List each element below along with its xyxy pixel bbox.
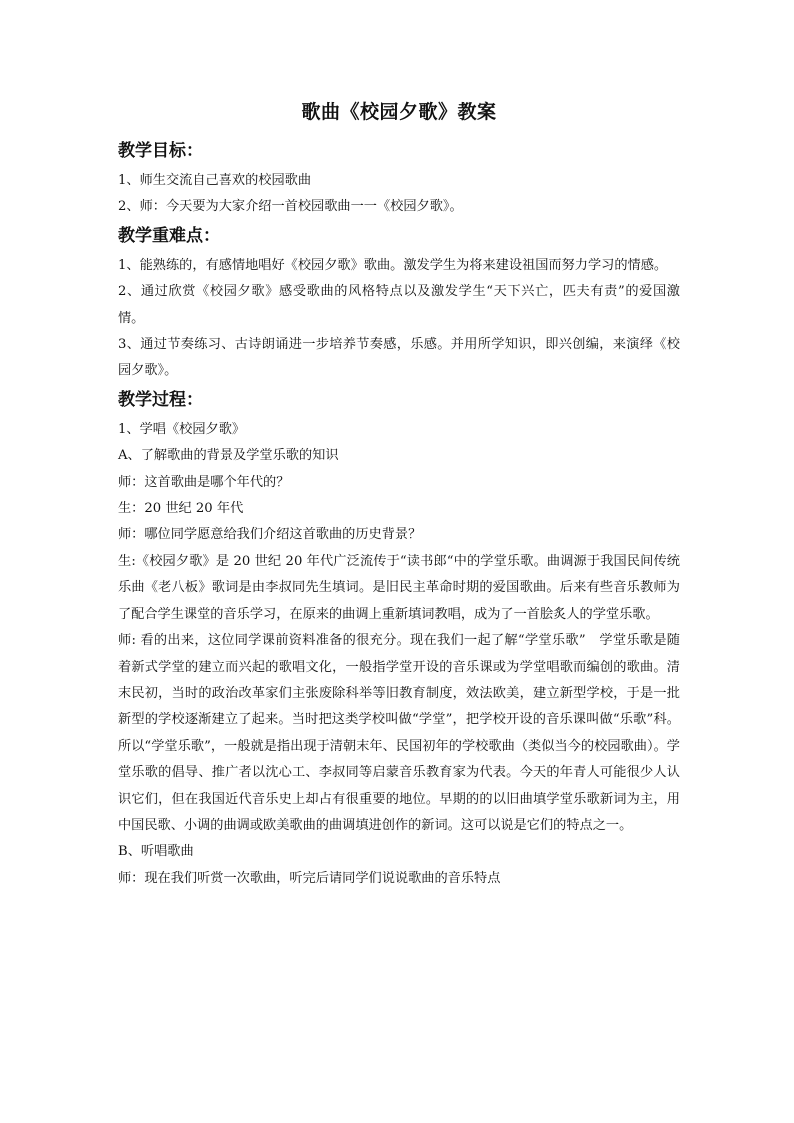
paragraph: 生:《校园夕歌》是 20 世纪 20 年代广泛流传于“读书郎“中的学堂乐歌。曲调源于我国民间传统乐曲《老八板》歌词是由李叔同先生填词。是旧民主革命时期的爱国歌曲。后来有些音乐教师为了配合学生课堂的音乐学习，在原来的曲调上重新填词教唱，成为了一首脍炙人的学堂乐歌。: [118, 553, 680, 622]
paragraph: 师：这首歌曲是哪个年代的？: [118, 474, 290, 490]
section-process: [118, 387, 680, 892]
section-key-points: [118, 223, 680, 385]
section-heading: 教学目标：: [118, 141, 203, 161]
paragraph: 师：哪位同学愿意给我们介绍这首歌曲的历史背景？: [118, 527, 422, 543]
section-heading: 教学重难点：: [118, 225, 220, 246]
paragraph: 1、师生交流自己喜欢的校园歌曲: [118, 173, 312, 188]
paragraph: 师：现在我们听赏一次歌曲，听完后请同学们说说歌曲的音乐特点: [118, 870, 501, 886]
paragraph: 1、学唱《校园夕歌》: [118, 421, 246, 437]
section-heading: 教学过程：: [118, 389, 203, 410]
document-title: 歌曲《校园夕歌》教案: [301, 101, 497, 123]
paragraph: 2、师：今天要为大家介绍一首校园歌曲一一《校园夕歌》。: [118, 199, 463, 215]
paragraph: 师: 看的出来，这位同学课前资料准备的很充分。现在我们一起了解“学堂乐歌” 学堂乐歌是随着新式学堂的建立而兴起的歌唱文化，一般指学堂开设的音乐课或为学堂唱歌而编创的歌曲。清末民初，当时的政治改革家们主张废除科举等旧教育制度，效法欧美，建立新型学校，于是一批新型的学校逐渐建立了起来。当时把这类学校叫做“学堂”，把学校开设的音乐课叫做“乐歌”科。所以“学堂乐歌”，一般就是指出现于清朝末年、民国初年的学校歌曲（类似当今的校园歌曲）。学堂乐歌的倡导、推广者以沈心工、李叔同等启蒙音乐教育家为代表。今天的年青人可能很少人认识它们，但在我国近代音乐史上却占有很重要的地位。早期的的以旧曲填学堂乐歌新词为主，用中国民歌、小调的曲调或欧美歌曲的曲调填进创作的新词。这可以说是它们的特点之一。: [118, 633, 680, 833]
paragraph: A、了解歌曲的背景及学堂乐歌的知识: [118, 448, 339, 464]
paragraph: 3、通过节奏练习、古诗朗诵进一步培养节奏感，乐感。并用所学知识，即兴创编，来演绎《校园夕歌》。: [118, 337, 680, 379]
paragraph: 1、能熟练的，有感情地唱好《校园夕歌》歌曲。激发学生为将来建设祖国而努力学习的情感。: [118, 257, 668, 273]
paragraph: B、听唱歌曲: [118, 844, 194, 860]
paragraph: 生：20 世纪 20 年代: [118, 501, 244, 517]
paragraph: 2、通过欣赏《校园夕歌》感受歌曲的风格特点以及激发学生“天下兴亡，匹夫有责”的爱国激情。: [118, 284, 680, 326]
section-objectives: [118, 138, 680, 221]
